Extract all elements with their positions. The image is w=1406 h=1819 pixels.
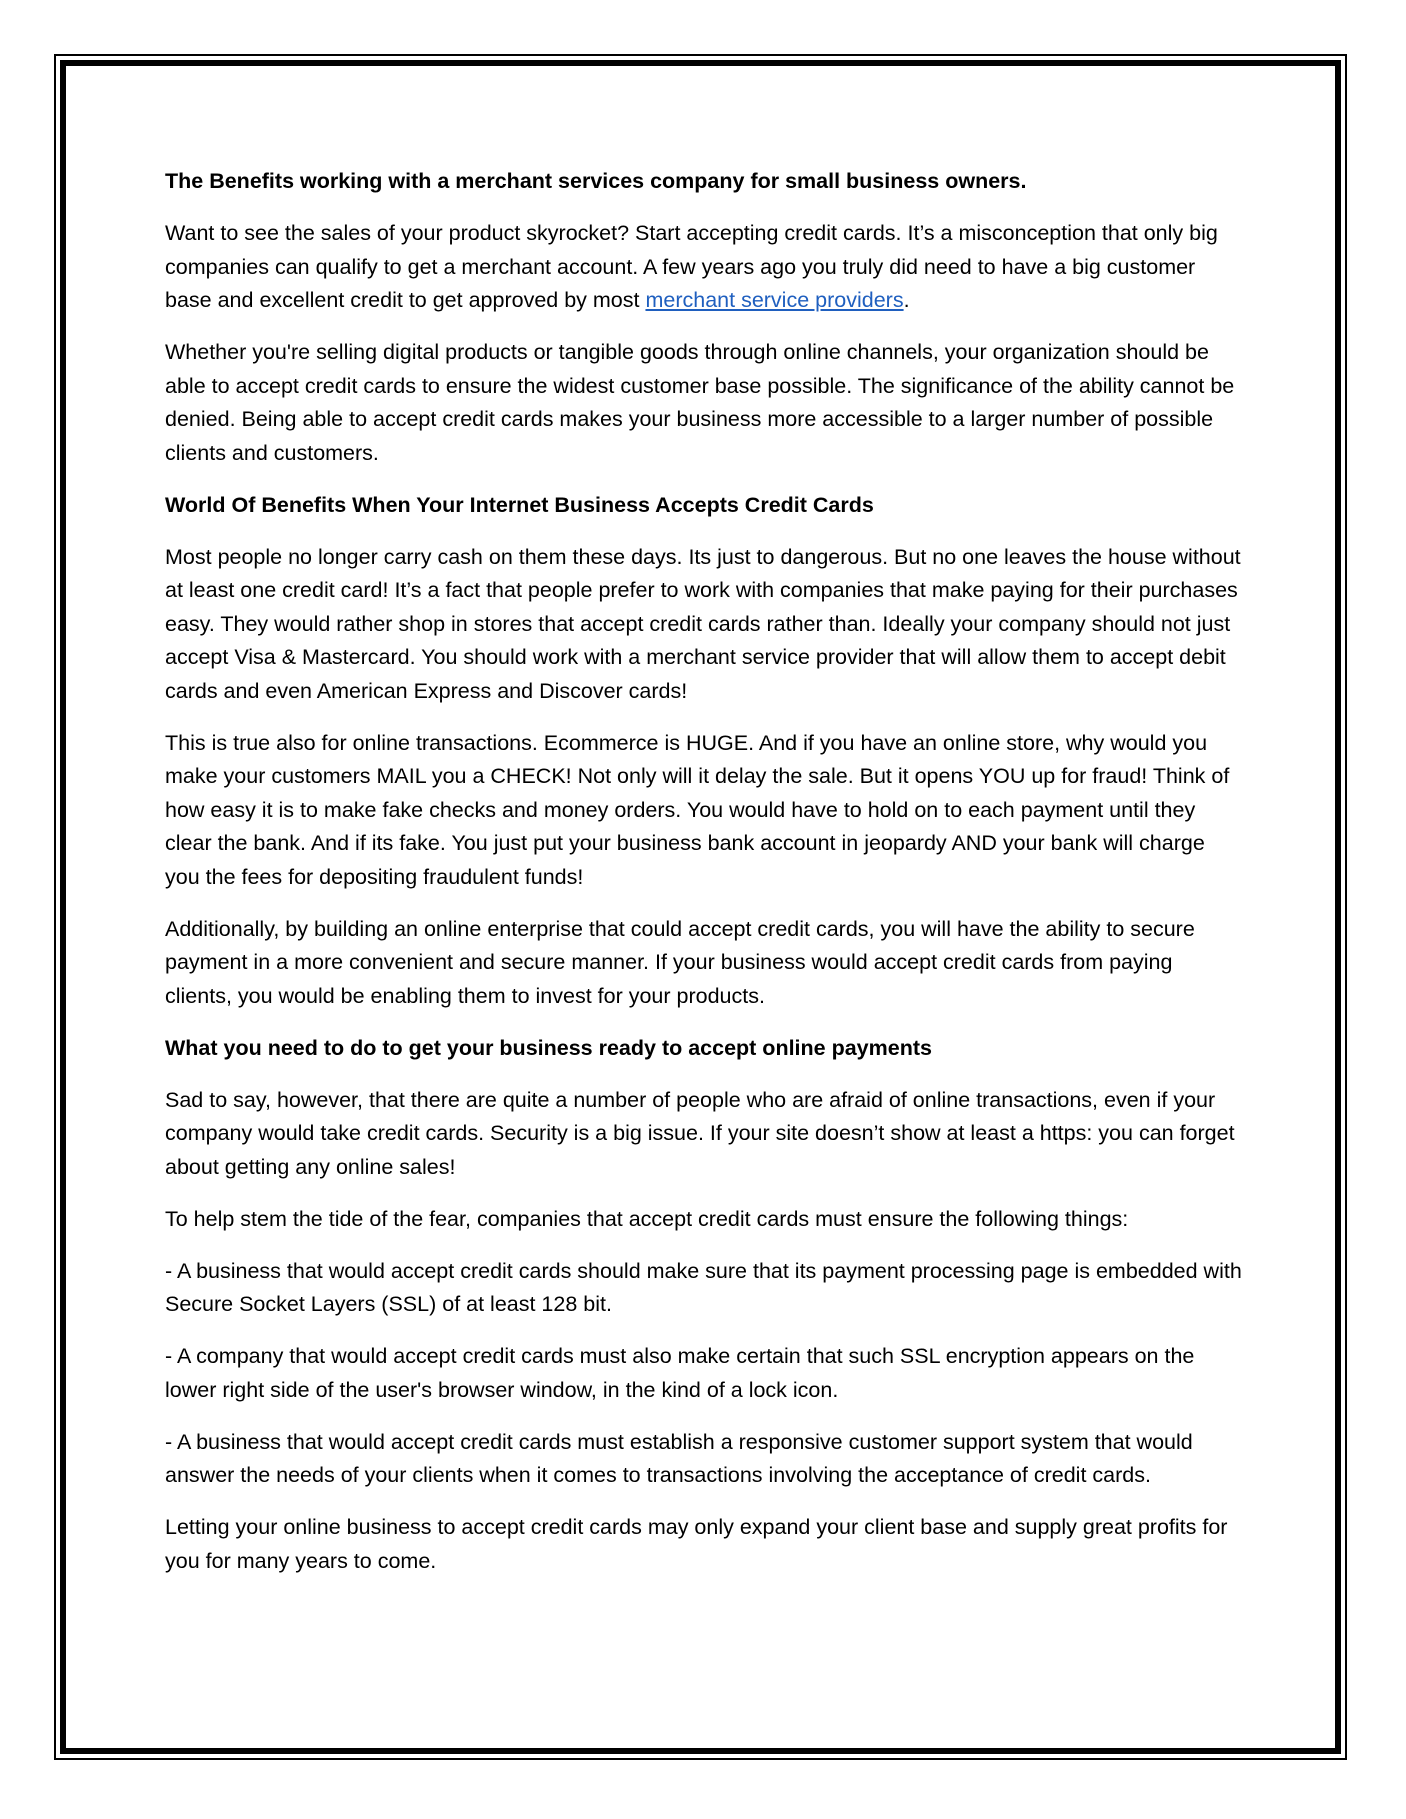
paragraph-sad-to-say: Sad to say, however, that there are quite a number of people who are afraid of online transactions, even if your company would take credit cards. Security is a big issue. If your site doesn’t show at least a https: you can forget about getting any online sales!: [165, 1087, 1235, 1179]
paragraph-additionally: Additionally, by building an online enterprise that could accept credit cards, you will have the ability to secure payment in a more convenient and secure manner. If your business would accept credit cards from paying clients, you would be enabling them to invest for your products.: [165, 916, 1195, 1008]
list-item: - A business that would accept credit cards must establish a responsive customer support system that would answer the needs of your clients when it comes to transactions involving the acceptance of credit cards.: [165, 1429, 1193, 1487]
document-title: The Benefits working with a merchant services company for small business owners.: [165, 169, 1027, 193]
intro-text-end: .: [903, 288, 910, 312]
list-item: - A business that would accept credit cards should make sure that its payment processing page is embedded with Secure Socket Layers (SSL) of at least 128 bit.: [165, 1258, 1242, 1316]
merchant-service-providers-link[interactable]: merchant service providers: [645, 288, 904, 312]
paragraph-whether: Whether you're selling digital products or tangible goods through online channels, your organization should be able to accept credit cards to ensure the widest customer base possible. The significance of the ability cannot be denied. Being able to accept credit cards makes your business more accessible to a larger number of possible clients and customers.: [165, 340, 1235, 465]
intro-paragraph: [165, 217, 1245, 318]
intro-text: Want to see the sales of your product skyrocket? Start accepting credit cards. It’s a misconception that only big companies can qualify to get a merchant account. A few years ago you truly did need to have a big customer base and excellent credit to get approved by most: [165, 221, 1218, 312]
paragraph-most-people: Most people no longer carry cash on them these days. Its just to dangerous. But no one leaves the house without at least one credit card! It’s a fact that people prefer to work with companies that make paying for their purchases easy. They would rather shop in stores that accept credit cards rather than. Ideally your company should not just accept Visa & Mastercard. You should work with a merchant service provider that will allow them to accept debit cards and even American Express and Discover cards!: [165, 544, 1241, 703]
list-item: - A company that would accept credit cards must also make certain that such SSL encryption appears on the lower right side of the user's browser window, in the kind of a lock icon.: [165, 1344, 1195, 1402]
paragraph-online-transactions: This is true also for online transactions. Ecommerce is HUGE. And if you have an online store, why would you make your customers MAIL you a CHECK! Not only will it delay the sale. But it opens YOU up for fraud! Think of how easy it is to make fake checks and money orders. You would have to hold on to each payment until they clear the bank. And if its fake. You just put your business bank account in jeopardy AND your bank will charge you the fees for depositing fraudulent funds!: [165, 730, 1230, 889]
paragraph-closing: Letting your online business to accept credit cards may only expand your client base and supply great profits for you for many years to come.: [165, 1515, 1228, 1573]
section-heading-what-you-need: What you need to do to get your business ready to accept online payments: [165, 1035, 932, 1060]
paragraph-help-stem: To help stem the tide of the fear, companies that accept credit cards must ensure the following things:: [165, 1206, 1129, 1231]
section-heading-world-of-benefits: World Of Benefits When Your Internet Business Accepts Credit Cards: [165, 492, 874, 517]
document-body: [165, 165, 1245, 1597]
